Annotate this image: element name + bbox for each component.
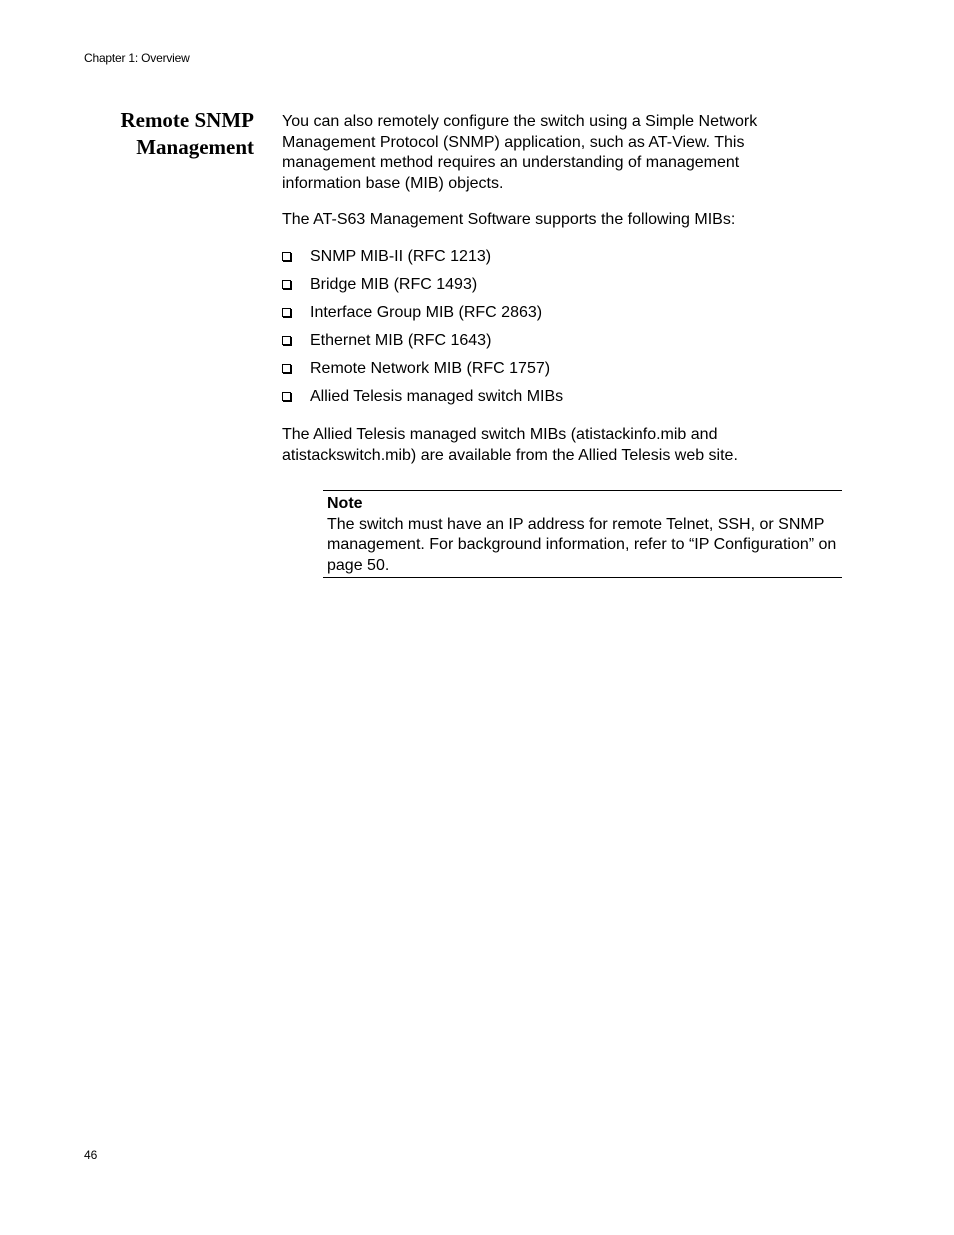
availability-paragraph: The Allied Telesis managed switch MIBs (atistackinfo.mib and atistackswitch.mib) are available from the Allied Telesis web site. bbox=[282, 426, 738, 464]
list-item bbox=[282, 358, 563, 386]
mib-label: Bridge MIB (RFC 1493) bbox=[310, 276, 478, 293]
note-box bbox=[323, 490, 842, 578]
list-item bbox=[282, 274, 563, 302]
checkbox-bullet-icon bbox=[282, 364, 291, 373]
section-heading-line-1: Remote SNMP bbox=[120, 108, 254, 132]
mib-label: Allied Telesis managed switch MIBs bbox=[310, 388, 564, 405]
list-item bbox=[282, 330, 563, 358]
list-item bbox=[282, 302, 563, 330]
supports-paragraph: The AT-S63 Management Software supports the following MIBs: bbox=[282, 211, 736, 228]
checkbox-bullet-icon bbox=[282, 280, 291, 289]
note-text: The switch must have an IP address for remote Telnet, SSH, or SNMP management. For background information, refer to “IP Configuration” on page 50. bbox=[327, 515, 837, 574]
page-number: 46 bbox=[84, 1148, 98, 1162]
section-heading-line-2: Management bbox=[136, 135, 254, 159]
checkbox-bullet-icon bbox=[282, 308, 291, 317]
section-heading bbox=[54, 107, 254, 161]
running-header: Chapter 1: Overview bbox=[84, 51, 190, 65]
mib-label: Ethernet MIB (RFC 1643) bbox=[310, 332, 492, 349]
checkbox-bullet-icon bbox=[282, 252, 291, 261]
list-item bbox=[282, 246, 563, 274]
intro-paragraph: You can also remotely configure the switch using a Simple Network Management Protocol (SNMP) application, such as AT-View. This management method requires an understanding of management information base (MIB) objects. bbox=[282, 113, 758, 192]
mib-label: SNMP MIB-II (RFC 1213) bbox=[310, 248, 492, 265]
list-item bbox=[282, 386, 563, 414]
mib-label: Interface Group MIB (RFC 2863) bbox=[310, 304, 543, 321]
mib-label: Remote Network MIB (RFC 1757) bbox=[310, 360, 551, 377]
checkbox-bullet-icon bbox=[282, 392, 291, 401]
mib-list bbox=[282, 246, 563, 414]
checkbox-bullet-icon bbox=[282, 336, 291, 345]
note-title: Note bbox=[327, 495, 363, 512]
